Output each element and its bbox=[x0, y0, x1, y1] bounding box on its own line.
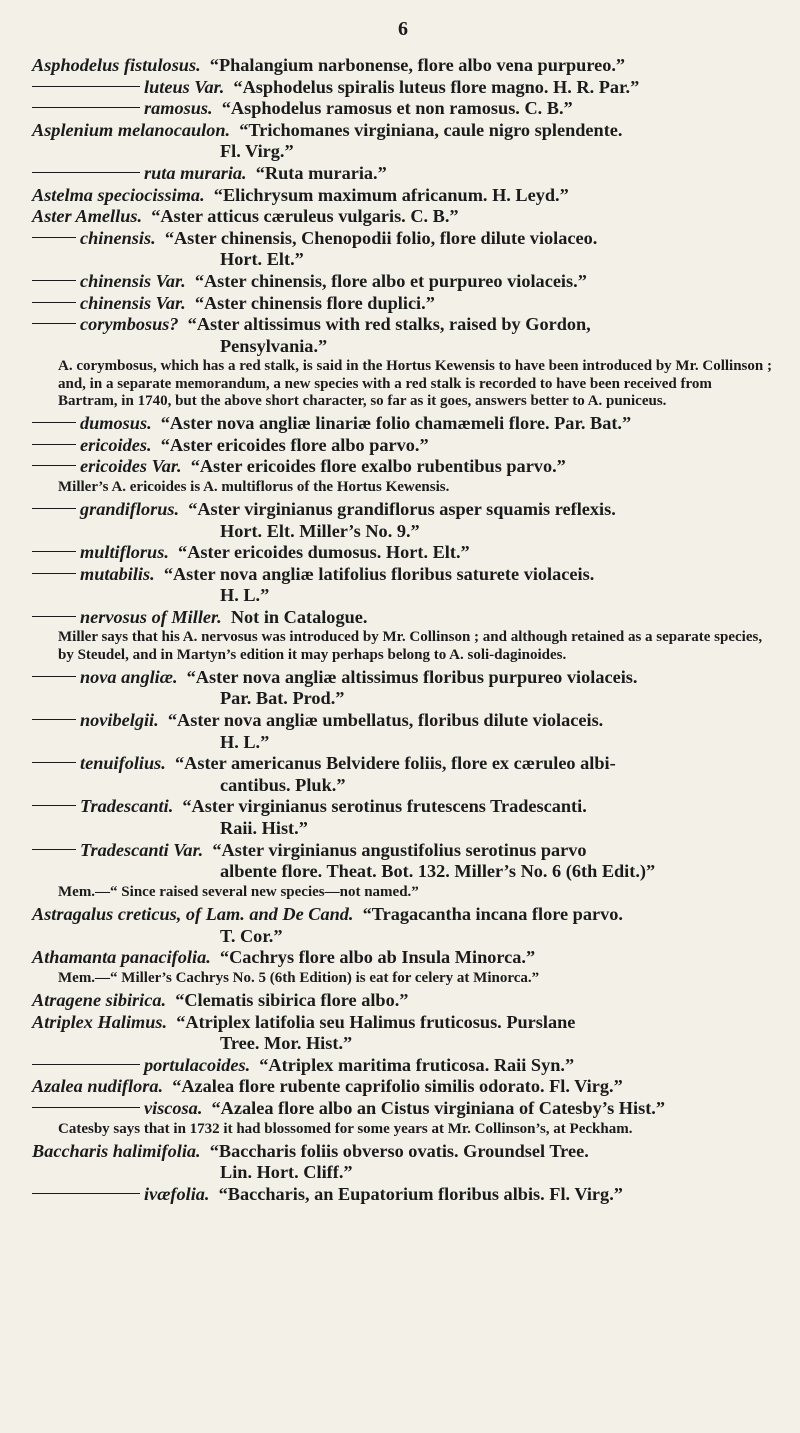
ditto-dash bbox=[32, 1193, 140, 1194]
species-name: ramosus. bbox=[144, 98, 213, 119]
annotation-note: Catesby says that in 1732 it had blossomed for some years at Mr. Collinson’s, at Peckham. bbox=[58, 1120, 633, 1137]
catalogue-entry bbox=[32, 904, 774, 947]
species-name: Astelma speciocissima. bbox=[32, 184, 205, 205]
synonym-text: “Trichomanes virginiana, caule nigro splendente. bbox=[239, 119, 623, 140]
ditto-dash bbox=[32, 422, 76, 423]
species-name: multiflorus. bbox=[80, 542, 169, 563]
ditto-dash bbox=[32, 805, 76, 806]
species-name: novibelgii. bbox=[80, 710, 159, 731]
synonym-text: “Aster virginianus serotinus frutescens Tradescanti. bbox=[182, 796, 587, 817]
ditto-dash bbox=[32, 444, 76, 445]
catalogue-entry bbox=[32, 163, 774, 185]
species-name: chinensis Var. bbox=[80, 292, 186, 313]
entry-continuation: T. Cor.” bbox=[220, 925, 283, 946]
entry-continuation: Raii. Hist.” bbox=[220, 818, 308, 839]
catalogue-entry bbox=[32, 1076, 774, 1098]
entry-line bbox=[32, 564, 774, 586]
entry-line bbox=[32, 1055, 774, 1077]
entry-line bbox=[32, 753, 774, 775]
catalogue-entry bbox=[32, 55, 774, 77]
entry-list bbox=[32, 55, 774, 1206]
catalogue-entry bbox=[32, 293, 774, 315]
ditto-dash bbox=[32, 508, 76, 509]
catalogue-entry bbox=[32, 564, 774, 607]
entry-line bbox=[32, 840, 774, 862]
annotation-note: Mem.—“ Miller’s Cachrys No. 5 (6th Edition) is eat for celery at Minorca.” bbox=[58, 969, 540, 986]
synonym-text: “Aster chinensis flore duplici.” bbox=[194, 292, 435, 313]
synonym-text: “Azalea flore albo an Cistus virginiana of Catesby’s Hist.” bbox=[211, 1097, 666, 1118]
annotation-note: A. corymbosus, which has a red stalk, is said in the Hortus Kewensis to have been introduced by Mr. Collinson ; and, in a separate memorandum, a new species with a red stalk is recorded to have been received from Bartram, in 1740, but the above short character, so far as it goes, answers better to A. puniceus. bbox=[58, 358, 772, 409]
entry-continuation: albente flore. Theat. Bot. 132. Miller’s No. 6 (6th Edit.)” bbox=[220, 861, 656, 882]
entry-line bbox=[32, 185, 774, 207]
entry-line bbox=[32, 206, 774, 228]
annotation-note: Mem.—“ Since raised several new species—not named.” bbox=[58, 883, 419, 900]
entry-continuation: cantibus. Pluk.” bbox=[220, 774, 346, 795]
species-name: nova angliæ. bbox=[80, 666, 178, 687]
catalogue-entry bbox=[32, 314, 774, 357]
entry-continuation: Par. Bat. Prod.” bbox=[220, 688, 345, 709]
species-name: ivæfolia. bbox=[144, 1183, 210, 1204]
catalogue-entry bbox=[32, 206, 774, 228]
synonym-text: “Atriplex latifolia seu Halimus fruticosus. Purslane bbox=[176, 1011, 576, 1032]
synonym-text: “Aster nova angliæ umbellatus, floribus dilute violaceis. bbox=[167, 710, 604, 731]
species-name: tenuifolius. bbox=[80, 753, 166, 774]
species-name: corymbosus? bbox=[80, 314, 179, 335]
ditto-dash bbox=[32, 323, 76, 324]
entry-line bbox=[32, 1012, 774, 1034]
entry-line bbox=[32, 435, 774, 457]
species-name: Baccharis halimifolia. bbox=[32, 1140, 201, 1161]
ditto-dash bbox=[32, 551, 76, 552]
entry-line bbox=[32, 1076, 774, 1098]
ditto-dash bbox=[32, 280, 76, 281]
catalogue-entry bbox=[32, 435, 774, 457]
species-name: Asplenium melanocaulon. bbox=[32, 119, 231, 140]
entry-line bbox=[32, 542, 774, 564]
species-name: portulacoides. bbox=[144, 1054, 251, 1075]
entry-continuation: Lin. Hort. Cliff.” bbox=[220, 1162, 353, 1183]
synonym-text: “Aster altissimus with red stalks, raised by Gordon, bbox=[187, 314, 591, 335]
catalogue-entry bbox=[32, 185, 774, 207]
synonym-text: “Aster nova angliæ linariæ folio chamæmeli flore. Par. Bat.” bbox=[160, 412, 632, 433]
catalogue-entry bbox=[32, 1184, 774, 1206]
ditto-dash bbox=[32, 107, 140, 108]
species-name: Atragene sibirica. bbox=[32, 990, 167, 1010]
synonym-text: “Phalangium narbonense, flore albo vena purpureo.” bbox=[209, 55, 626, 75]
ditto-dash bbox=[32, 302, 76, 303]
ditto-dash bbox=[32, 465, 76, 466]
ditto-dash bbox=[32, 573, 76, 574]
entry-line bbox=[32, 1184, 774, 1206]
entry-line bbox=[32, 77, 774, 99]
entry-line bbox=[32, 120, 774, 142]
entry-line bbox=[32, 293, 774, 315]
synonym-text: “Atriplex maritima fruticosa. Raii Syn.” bbox=[259, 1054, 575, 1075]
entry-continuation: H. L.” bbox=[220, 731, 270, 752]
synonym-text: “Aster nova angliæ altissimus floribus purpureo violaceis. bbox=[186, 666, 638, 687]
entry-line bbox=[32, 796, 774, 818]
synonym-text: “Aster americanus Belvidere foliis, flore ex cæruleo albi- bbox=[175, 753, 616, 774]
catalogue-entry bbox=[32, 990, 774, 1012]
catalogue-entry bbox=[32, 413, 774, 435]
entry-line bbox=[32, 499, 774, 521]
synonym-text: “Cachrys flore albo ab Insula Minorca.” bbox=[219, 947, 536, 968]
catalogue-entry bbox=[32, 120, 774, 163]
synonym-text: “Baccharis, an Eupatorium floribus albis. Fl. Virg.” bbox=[218, 1183, 623, 1204]
synonym-text: “Baccharis foliis obverso ovatis. Groundsel Tree. bbox=[209, 1140, 589, 1161]
entry-continuation: Pensylvania.” bbox=[220, 335, 328, 356]
catalogue-entry bbox=[32, 98, 774, 120]
species-name: Athamanta panacifolia. bbox=[32, 947, 211, 968]
species-name: Tradescanti. bbox=[80, 796, 174, 817]
catalogue-entry bbox=[32, 840, 774, 883]
synonym-text: “Aster chinensis, Chenopodii folio, flore dilute violaceo. bbox=[164, 227, 598, 248]
species-name: grandiflorus. bbox=[80, 498, 180, 519]
annotation-note: Miller says that his A. nervosus was introduced by Mr. Collinson ; and although retained as a separate species, by Steudel, and in Martyn’s edition it may perhaps belong to A. soli-daginoides. bbox=[58, 629, 763, 663]
entry-line bbox=[32, 607, 774, 629]
synonym-text: “Elichrysum maximum africanum. H. Leyd.” bbox=[213, 184, 569, 205]
entry-continuation: Fl. Virg.” bbox=[220, 141, 294, 162]
synonym-text: “Aster ericoides flore albo parvo.” bbox=[160, 434, 429, 455]
catalogue-entry bbox=[32, 710, 774, 753]
species-name: chinensis Var. bbox=[80, 270, 186, 291]
synonym-text: “Aster chinensis, flore albo et purpureo violaceis.” bbox=[194, 270, 587, 291]
entry-line bbox=[32, 413, 774, 435]
catalogue-entry bbox=[32, 271, 774, 293]
catalogue-entry bbox=[32, 667, 774, 710]
catalogue-entry bbox=[32, 499, 774, 542]
species-name: Asphodelus fistulosus. bbox=[32, 55, 201, 75]
catalogue-entry bbox=[32, 796, 774, 839]
ditto-dash bbox=[32, 86, 140, 87]
catalogue-entry bbox=[32, 1141, 774, 1184]
entry-line bbox=[32, 314, 774, 336]
species-name: chinensis. bbox=[80, 227, 156, 248]
entry-line bbox=[32, 667, 774, 689]
catalogue-entry bbox=[32, 542, 774, 564]
synonym-text: “Asphodelus ramosus et non ramosus. C. B.” bbox=[221, 98, 573, 119]
entry-line bbox=[32, 271, 774, 293]
ditto-dash bbox=[32, 762, 76, 763]
synonym-text: “Aster virginianus angustifolius serotinus parvo bbox=[212, 839, 587, 860]
ditto-dash bbox=[32, 719, 76, 720]
synonym-text: Not in Catalogue. bbox=[230, 606, 368, 627]
synonym-text: “Asphodelus spiralis luteus flore magno. H. R. Par.” bbox=[233, 76, 640, 97]
catalogue-entry bbox=[32, 1098, 774, 1120]
entry-line bbox=[32, 98, 774, 120]
species-name: Atriplex Halimus. bbox=[32, 1011, 168, 1032]
species-name: viscosa. bbox=[144, 1097, 203, 1118]
ditto-dash bbox=[32, 237, 76, 238]
entry-line bbox=[32, 228, 774, 250]
catalogue-entry bbox=[32, 947, 774, 969]
entry-continuation: Tree. Mor. Hist.” bbox=[220, 1033, 353, 1054]
synonym-text: “Aster nova angliæ latifolius floribus saturete violaceis. bbox=[163, 563, 595, 584]
catalogue-entry bbox=[32, 456, 774, 478]
catalogue-entry bbox=[32, 753, 774, 796]
species-name: mutabilis. bbox=[80, 563, 155, 584]
synonym-text: “Aster virginianus grandiflorus asper squamis reflexis. bbox=[188, 498, 616, 519]
synonym-text: “Ruta muraria.” bbox=[255, 162, 387, 183]
ditto-dash bbox=[32, 616, 76, 617]
species-name: ruta muraria. bbox=[144, 162, 247, 183]
ditto-dash bbox=[32, 1064, 140, 1065]
species-name: Astragalus creticus, of Lam. and De Cand. bbox=[32, 904, 354, 925]
entry-line bbox=[32, 163, 774, 185]
species-name: ericoides Var. bbox=[80, 456, 182, 477]
entry-continuation: Hort. Elt.” bbox=[220, 249, 304, 270]
synonym-text: “Azalea flore rubente caprifolio similis odorato. Fl. Virg.” bbox=[172, 1076, 623, 1097]
synonym-text: “Aster atticus cæruleus vulgaris. C. B.” bbox=[151, 206, 459, 227]
synonym-text: “Aster ericoides dumosus. Hort. Elt.” bbox=[178, 542, 470, 563]
entry-line bbox=[32, 55, 774, 77]
page-number: 6 bbox=[398, 18, 408, 40]
species-name: Tradescanti Var. bbox=[80, 839, 204, 860]
entry-line bbox=[32, 1098, 774, 1120]
catalogue-entry bbox=[32, 1012, 774, 1055]
catalogue-entry bbox=[32, 228, 774, 271]
entry-line bbox=[32, 710, 774, 732]
annotation-note: Miller’s A. ericoides is A. multiflorus of the Hortus Kewensis. bbox=[58, 478, 450, 495]
ditto-dash bbox=[32, 172, 140, 173]
catalogue-entry bbox=[32, 607, 774, 629]
synonym-text: “Aster ericoides flore exalbo rubentibus parvo.” bbox=[190, 456, 566, 477]
entry-line bbox=[32, 456, 774, 478]
species-name: ericoides. bbox=[80, 434, 152, 455]
entry-line bbox=[32, 947, 774, 969]
species-name: luteus Var. bbox=[144, 76, 225, 97]
entry-continuation: Hort. Elt. Miller’s No. 9.” bbox=[220, 520, 420, 541]
catalogue-entry bbox=[32, 1055, 774, 1077]
synonym-text: “Clematis sibirica flore albo.” bbox=[175, 990, 409, 1010]
ditto-dash bbox=[32, 1107, 140, 1108]
ditto-dash bbox=[32, 849, 76, 850]
entry-line bbox=[32, 1141, 774, 1163]
catalogue-entry bbox=[32, 77, 774, 99]
species-name: dumosus. bbox=[80, 412, 152, 433]
species-name: nervosus of Miller. bbox=[80, 606, 222, 627]
ditto-dash bbox=[32, 676, 76, 677]
entry-line bbox=[32, 904, 774, 926]
entry-line bbox=[32, 990, 774, 1012]
synonym-text: “Tragacantha incana flore parvo. bbox=[362, 904, 623, 925]
species-name: Azalea nudiflora. bbox=[32, 1076, 164, 1097]
entry-continuation: H. L.” bbox=[220, 585, 270, 606]
species-name: Aster Amellus. bbox=[32, 206, 143, 227]
